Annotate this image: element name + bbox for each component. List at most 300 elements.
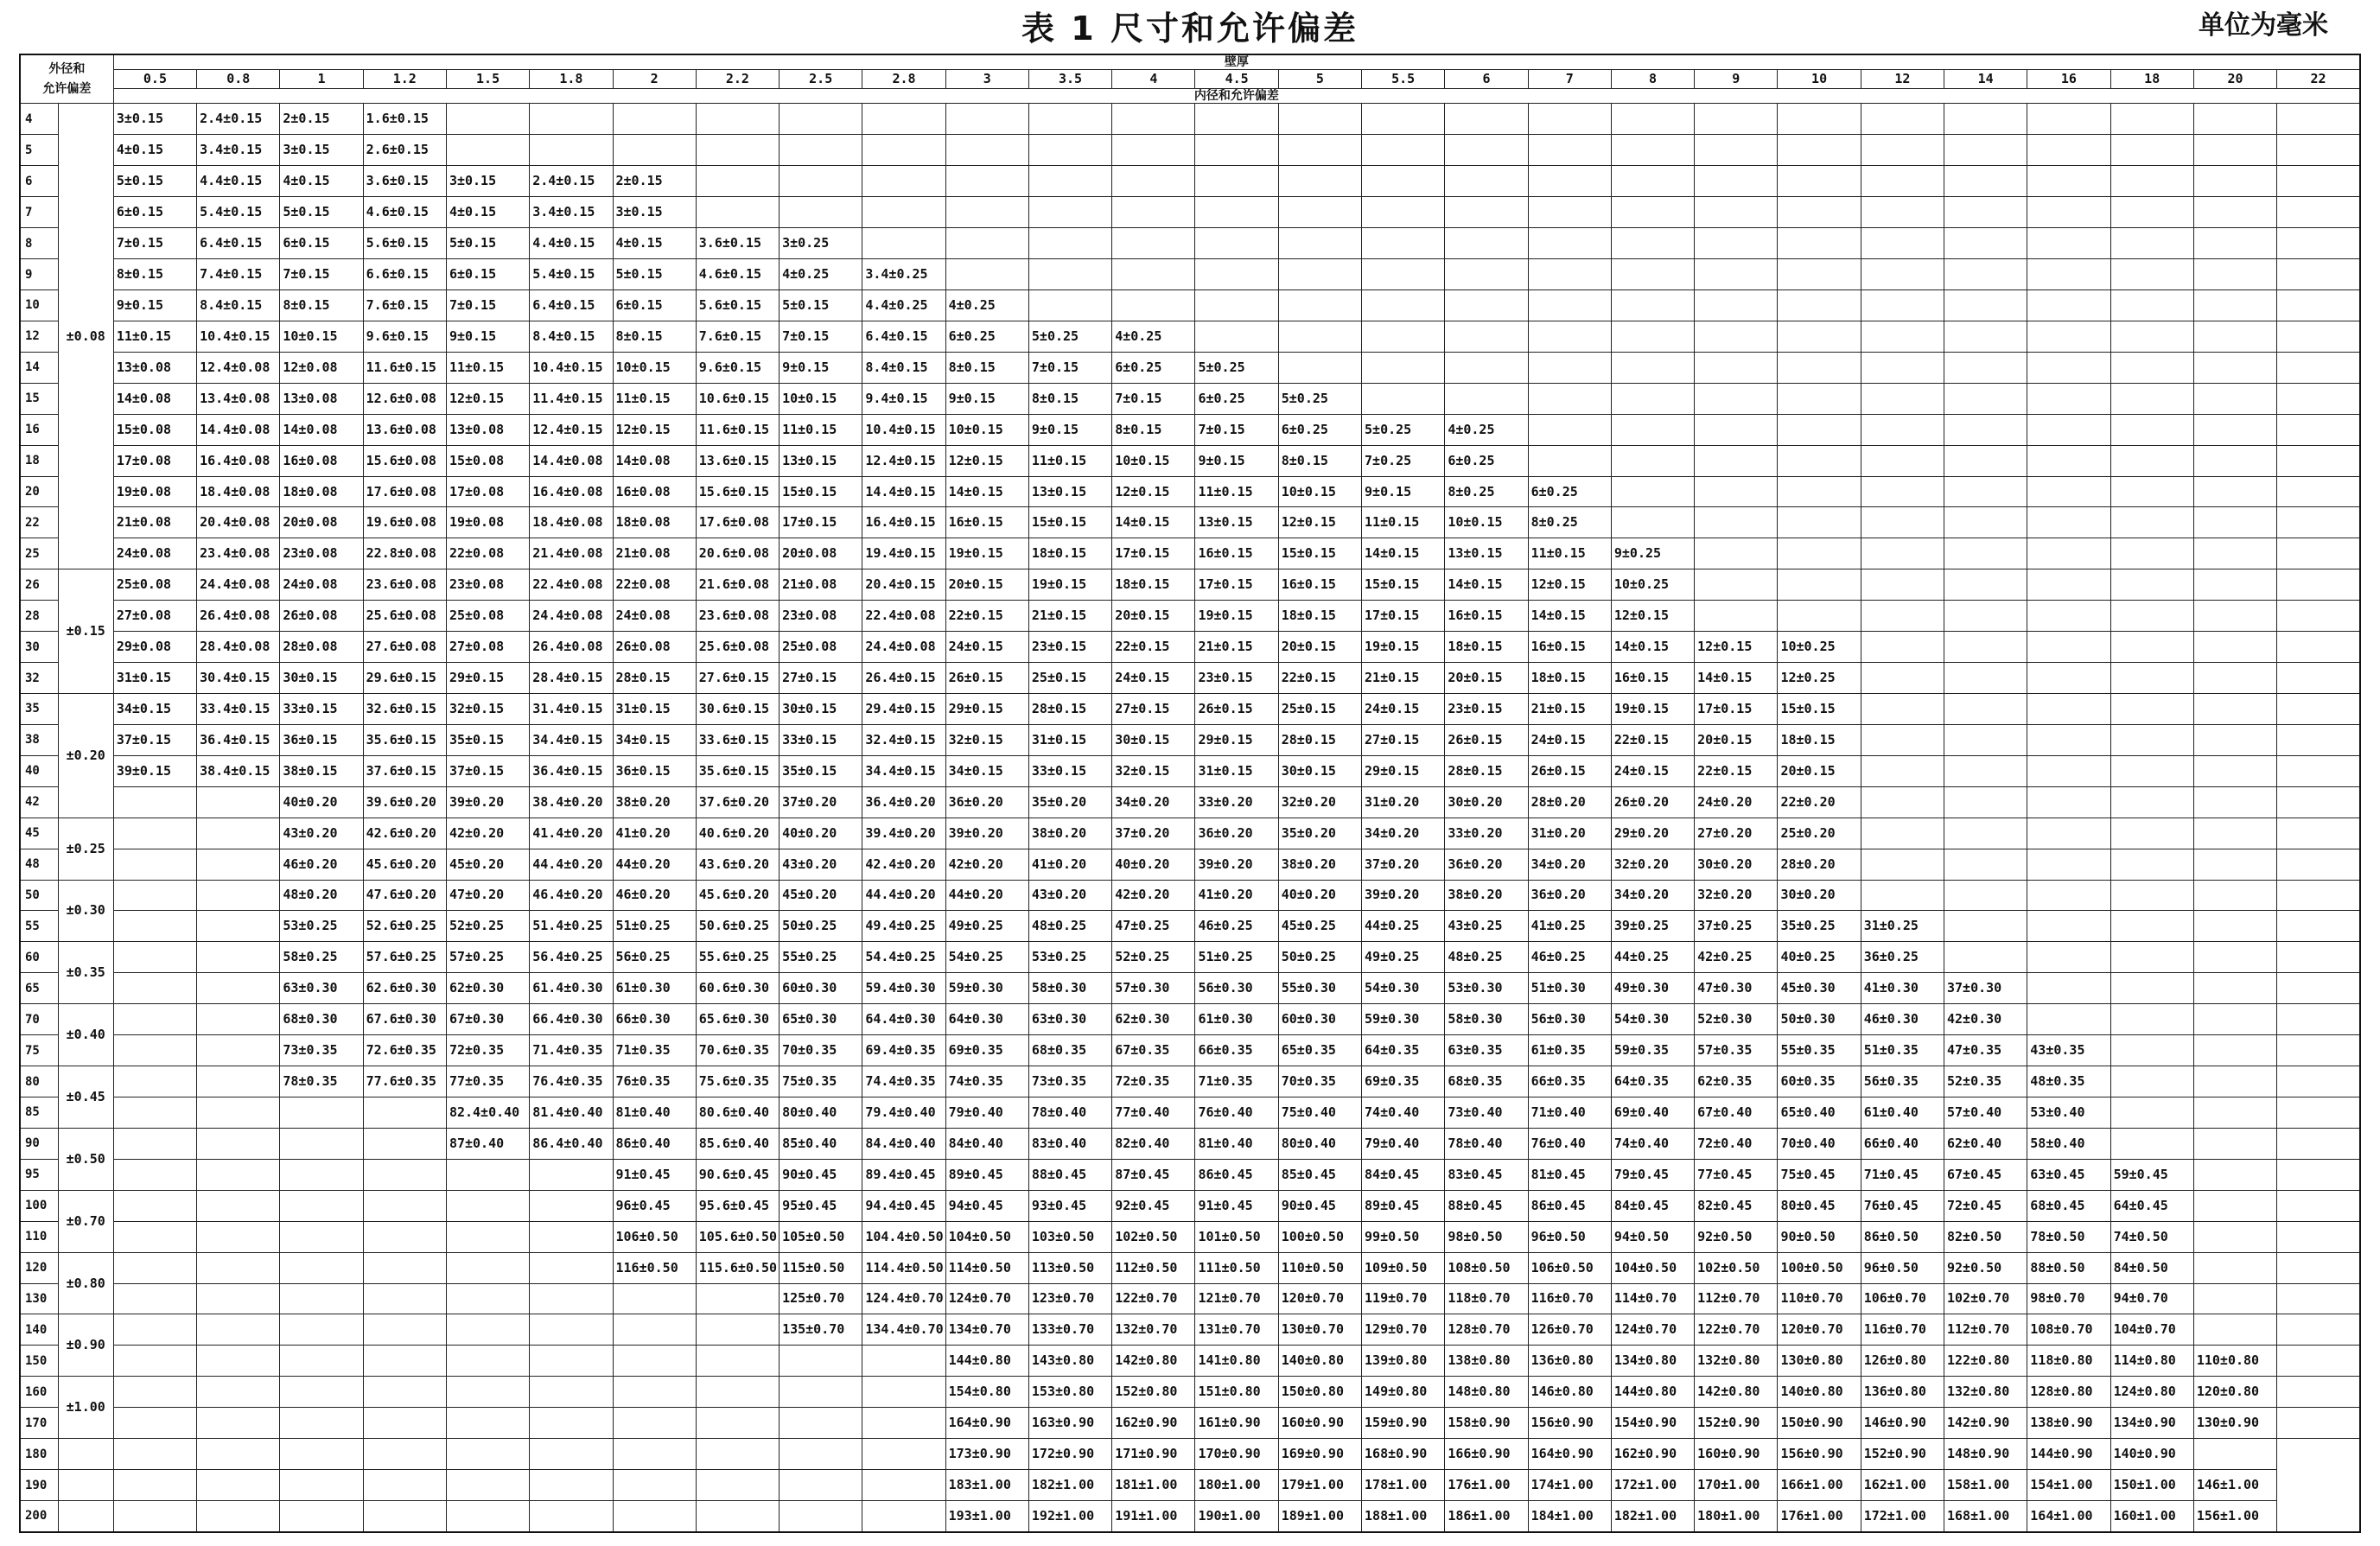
inner-diameter-cell: 183±1.00 bbox=[945, 1470, 1028, 1501]
inner-diameter-cell: 13.4±0.08 bbox=[197, 383, 280, 414]
inner-diameter-cell: 9.4±0.15 bbox=[862, 383, 945, 414]
inner-diameter-cell bbox=[2193, 1221, 2276, 1252]
outer-diameter-cell: 18 bbox=[20, 445, 58, 476]
inner-diameter-cell bbox=[1944, 911, 2027, 942]
inner-diameter-cell: 40±0.20 bbox=[1278, 880, 1361, 911]
inner-diameter-cell: 73±0.40 bbox=[1445, 1097, 1528, 1128]
inner-diameter-cell: 168±0.90 bbox=[1362, 1439, 1445, 1470]
inner-diameter-cell: 6.4±0.15 bbox=[197, 228, 280, 259]
inner-diameter-cell bbox=[1944, 104, 2027, 135]
inner-diameter-cell: 19±0.08 bbox=[113, 476, 196, 507]
table-row bbox=[20, 538, 2360, 569]
inner-diameter-cell: 30±0.15 bbox=[780, 694, 862, 725]
inner-diameter-cell bbox=[780, 197, 862, 228]
outer-diameter-cell: 35 bbox=[20, 694, 58, 725]
inner-diameter-cell bbox=[197, 1252, 280, 1283]
inner-diameter-cell bbox=[280, 1439, 363, 1470]
inner-diameter-cell: 34±0.20 bbox=[1528, 849, 1611, 880]
inner-diameter-cell: 25±0.08 bbox=[446, 601, 529, 632]
inner-diameter-cell: 135±0.70 bbox=[780, 1314, 862, 1346]
inner-diameter-cell: 100±0.50 bbox=[1278, 1221, 1361, 1252]
inner-diameter-cell bbox=[2193, 166, 2276, 197]
inner-diameter-cell: 146±1.00 bbox=[2193, 1470, 2276, 1501]
inner-diameter-cell: 21±0.08 bbox=[613, 538, 696, 569]
inner-diameter-cell: 172±0.90 bbox=[1028, 1439, 1111, 1470]
inner-diameter-cell: 134±0.90 bbox=[2110, 1408, 2193, 1439]
inner-diameter-cell: 36.4±0.15 bbox=[530, 755, 613, 786]
inner-diameter-cell: 9±0.15 bbox=[1028, 414, 1111, 445]
inner-diameter-cell: 12±0.15 bbox=[1278, 507, 1361, 538]
inner-diameter-cell: 33±0.15 bbox=[280, 694, 363, 725]
inner-diameter-cell bbox=[2277, 104, 2360, 135]
inner-diameter-cell: 142±0.80 bbox=[1695, 1377, 1778, 1408]
inner-diameter-cell: 41±0.20 bbox=[613, 818, 696, 849]
inner-diameter-cell: 181±1.00 bbox=[1112, 1470, 1195, 1501]
outer-diameter-cell: 15 bbox=[20, 383, 58, 414]
inner-diameter-cell: 26±0.15 bbox=[1195, 694, 1278, 725]
thickness-header-cell: 8 bbox=[1611, 69, 1694, 88]
inner-diameter-cell: 5±0.15 bbox=[280, 197, 363, 228]
inner-diameter-cell bbox=[945, 228, 1028, 259]
inner-diameter-cell: 55±0.35 bbox=[1778, 1035, 1861, 1066]
inner-diameter-cell: 5±0.25 bbox=[1362, 414, 1445, 445]
inner-diameter-cell bbox=[113, 1377, 196, 1408]
inner-diameter-cell bbox=[1944, 569, 2027, 601]
inner-diameter-cell bbox=[696, 1314, 779, 1346]
inner-diameter-cell: 95.6±0.45 bbox=[696, 1190, 779, 1221]
outer-diameter-cell: 9 bbox=[20, 259, 58, 290]
inner-diameter-cell bbox=[2277, 724, 2360, 755]
table-row bbox=[20, 414, 2360, 445]
inner-diameter-cell: 27±0.20 bbox=[1695, 818, 1778, 849]
outer-diameter-cell: 150 bbox=[20, 1346, 58, 1377]
inner-diameter-cell bbox=[113, 1314, 196, 1346]
inner-diameter-cell: 79±0.40 bbox=[1362, 1128, 1445, 1159]
inner-diameter-cell: 24±0.15 bbox=[1611, 755, 1694, 786]
thickness-header-cell: 20 bbox=[2193, 69, 2276, 88]
inner-diameter-cell: 52±0.25 bbox=[1112, 942, 1195, 973]
inner-diameter-cell bbox=[2110, 942, 2193, 973]
inner-diameter-cell bbox=[530, 1221, 613, 1252]
inner-diameter-cell bbox=[1112, 290, 1195, 321]
inner-diameter-cell: 91±0.45 bbox=[1195, 1190, 1278, 1221]
inner-diameter-cell: 161±0.90 bbox=[1195, 1408, 1278, 1439]
inner-diameter-cell bbox=[1944, 786, 2027, 818]
inner-diameter-cell: 114±0.80 bbox=[2110, 1346, 2193, 1377]
inner-diameter-cell: 68±0.35 bbox=[1445, 1066, 1528, 1097]
table-row bbox=[20, 1128, 2360, 1159]
inner-diameter-cell: 51±0.35 bbox=[1861, 1035, 1944, 1066]
inner-diameter-cell: 5±0.15 bbox=[780, 290, 862, 321]
inner-diameter-cell bbox=[1944, 166, 2027, 197]
inner-diameter-cell bbox=[1695, 352, 1778, 383]
inner-diameter-cell: 29±0.08 bbox=[113, 632, 196, 663]
inner-diameter-cell: 40±0.20 bbox=[1112, 849, 1195, 880]
inner-diameter-cell: 88±0.45 bbox=[1445, 1190, 1528, 1221]
inner-diameter-cell bbox=[1445, 259, 1528, 290]
inner-diameter-cell: 14±0.15 bbox=[1528, 601, 1611, 632]
inner-diameter-cell bbox=[280, 1470, 363, 1501]
inner-diameter-cell bbox=[1861, 880, 1944, 911]
inner-diameter-cell: 3±0.15 bbox=[446, 166, 529, 197]
inner-diameter-cell: 50±0.25 bbox=[780, 911, 862, 942]
inner-diameter-cell: 17±0.15 bbox=[780, 507, 862, 538]
inner-diameter-cell bbox=[2193, 259, 2276, 290]
inner-diameter-cell: 84±0.50 bbox=[2110, 1252, 2193, 1283]
inner-diameter-cell: 72±0.35 bbox=[1112, 1066, 1195, 1097]
inner-diameter-cell: 15±0.15 bbox=[1362, 569, 1445, 601]
inner-diameter-cell: 166±0.90 bbox=[1445, 1439, 1528, 1470]
inner-diameter-cell bbox=[2193, 1283, 2276, 1314]
table-row bbox=[20, 321, 2360, 352]
inner-diameter-cell: 14±0.08 bbox=[113, 383, 196, 414]
inner-diameter-cell: 13±0.15 bbox=[1028, 476, 1111, 507]
inner-diameter-cell bbox=[1195, 228, 1278, 259]
inner-diameter-cell: 30±0.20 bbox=[1778, 880, 1861, 911]
inner-diameter-cell: 32±0.15 bbox=[945, 724, 1028, 755]
inner-diameter-cell: 80±0.40 bbox=[780, 1097, 862, 1128]
inner-diameter-cell: 63±0.35 bbox=[1445, 1035, 1528, 1066]
inner-diameter-cell bbox=[862, 104, 945, 135]
inner-diameter-cell: 27±0.15 bbox=[780, 663, 862, 694]
inner-diameter-cell: 192±1.00 bbox=[1028, 1500, 1111, 1532]
inner-diameter-cell: 39±0.20 bbox=[945, 818, 1028, 849]
inner-diameter-cell: 16±0.15 bbox=[1445, 601, 1528, 632]
table-row bbox=[20, 786, 2360, 818]
inner-diameter-cell: 60±0.35 bbox=[1778, 1066, 1861, 1097]
inner-diameter-cell bbox=[1944, 632, 2027, 663]
inner-diameter-cell: 148±0.80 bbox=[1445, 1377, 1528, 1408]
inner-diameter-cell: 4±0.25 bbox=[945, 290, 1028, 321]
inner-diameter-cell: 47±0.30 bbox=[1695, 973, 1778, 1004]
inner-diameter-cell: 33±0.15 bbox=[780, 724, 862, 755]
inner-diameter-cell: 176±1.00 bbox=[1778, 1500, 1861, 1532]
inner-diameter-cell: 31.4±0.15 bbox=[530, 694, 613, 725]
inner-diameter-cell bbox=[363, 1408, 446, 1439]
inner-diameter-cell bbox=[2110, 1066, 2193, 1097]
thickness-header-cell: 1.8 bbox=[530, 69, 613, 88]
inner-diameter-cell: 9±0.25 bbox=[1611, 538, 1694, 569]
inner-diameter-cell: 61±0.40 bbox=[1861, 1097, 1944, 1128]
inner-diameter-cell: 4±0.25 bbox=[780, 259, 862, 290]
inner-diameter-cell: 79.4±0.40 bbox=[862, 1097, 945, 1128]
inner-diameter-cell: 32.4±0.15 bbox=[862, 724, 945, 755]
inner-diameter-cell: 5.4±0.15 bbox=[530, 259, 613, 290]
inner-diameter-cell bbox=[197, 1283, 280, 1314]
inner-diameter-cell: 29±0.15 bbox=[446, 663, 529, 694]
inner-diameter-cell bbox=[1112, 197, 1195, 228]
inner-diameter-cell: 6.4±0.15 bbox=[862, 321, 945, 352]
inner-diameter-cell: 6±0.15 bbox=[613, 290, 696, 321]
inner-diameter-cell: 123±0.70 bbox=[1028, 1283, 1111, 1314]
inner-diameter-cell: 18±0.15 bbox=[1528, 663, 1611, 694]
inner-diameter-cell: 64±0.45 bbox=[2110, 1190, 2193, 1221]
table-row bbox=[20, 1004, 2360, 1035]
inner-diameter-cell bbox=[113, 849, 196, 880]
inner-diameter-cell: 30±0.15 bbox=[280, 663, 363, 694]
inner-diameter-cell bbox=[1611, 414, 1694, 445]
inner-diameter-cell: 32±0.15 bbox=[1112, 755, 1195, 786]
inner-diameter-cell bbox=[446, 1500, 529, 1532]
inner-diameter-cell bbox=[1445, 352, 1528, 383]
inner-diameter-cell bbox=[780, 1377, 862, 1408]
inner-diameter-cell: 17±0.15 bbox=[1195, 569, 1278, 601]
inner-diameter-cell bbox=[363, 1346, 446, 1377]
inner-diameter-cell bbox=[363, 1159, 446, 1190]
inner-diameter-cell bbox=[2110, 569, 2193, 601]
outer-diameter-cell: 6 bbox=[20, 166, 58, 197]
inner-diameter-cell bbox=[1445, 383, 1528, 414]
inner-diameter-cell bbox=[1611, 445, 1694, 476]
inner-diameter-cell bbox=[2277, 166, 2360, 197]
inner-diameter-cell: 160±1.00 bbox=[2110, 1500, 2193, 1532]
table-row bbox=[20, 755, 2360, 786]
inner-diameter-cell: 25±0.15 bbox=[1278, 694, 1361, 725]
inner-diameter-cell: 30±0.15 bbox=[1112, 724, 1195, 755]
inner-diameter-cell: 10±0.15 bbox=[1278, 476, 1361, 507]
inner-diameter-cell bbox=[1695, 166, 1778, 197]
inner-diameter-cell: 26±0.15 bbox=[945, 663, 1028, 694]
inner-diameter-cell: 80±0.40 bbox=[1278, 1128, 1361, 1159]
inner-diameter-cell bbox=[2110, 973, 2193, 1004]
inner-diameter-cell: 112±0.70 bbox=[1695, 1283, 1778, 1314]
inner-diameter-cell bbox=[446, 1470, 529, 1501]
inner-diameter-cell: 86±0.45 bbox=[1195, 1159, 1278, 1190]
inner-diameter-cell bbox=[1611, 476, 1694, 507]
outer-diameter-cell: 48 bbox=[20, 849, 58, 880]
inner-diameter-cell: 126±0.80 bbox=[1861, 1346, 1944, 1377]
inner-diameter-cell: 110±0.70 bbox=[1778, 1283, 1861, 1314]
inner-diameter-cell: 178±1.00 bbox=[1362, 1470, 1445, 1501]
inner-diameter-cell: 14±0.08 bbox=[280, 414, 363, 445]
inner-diameter-cell: 28±0.20 bbox=[1778, 849, 1861, 880]
inner-diameter-cell bbox=[1362, 259, 1445, 290]
inner-diameter-cell bbox=[1695, 259, 1778, 290]
inner-diameter-cell bbox=[280, 1097, 363, 1128]
inner-diameter-cell: 76±0.40 bbox=[1195, 1097, 1278, 1128]
inner-diameter-cell bbox=[363, 1128, 446, 1159]
inner-diameter-cell: 75±0.45 bbox=[1778, 1159, 1861, 1190]
inner-diameter-cell bbox=[2193, 601, 2276, 632]
inner-diameter-cell: 53±0.25 bbox=[280, 911, 363, 942]
inner-diameter-cell: 18±0.15 bbox=[1112, 569, 1195, 601]
inner-diameter-cell: 20.6±0.08 bbox=[696, 538, 779, 569]
inner-diameter-cell bbox=[2277, 973, 2360, 1004]
inner-diameter-cell: 34±0.20 bbox=[1611, 880, 1694, 911]
inner-diameter-cell: 37±0.20 bbox=[1362, 849, 1445, 880]
inner-diameter-cell bbox=[2277, 259, 2360, 290]
thickness-header-cell: 10 bbox=[1778, 69, 1861, 88]
inner-diameter-cell bbox=[2027, 911, 2110, 942]
inner-diameter-cell bbox=[1278, 166, 1361, 197]
inner-diameter-cell bbox=[2027, 663, 2110, 694]
inner-diameter-cell: 84±0.45 bbox=[1611, 1190, 1694, 1221]
inner-diameter-cell bbox=[113, 1159, 196, 1190]
inner-diameter-cell: 17±0.15 bbox=[1362, 601, 1445, 632]
inner-diameter-cell bbox=[280, 1128, 363, 1159]
inner-diameter-cell: 101±0.50 bbox=[1195, 1221, 1278, 1252]
inner-diameter-cell bbox=[1861, 786, 1944, 818]
inner-diameter-cell: 34±0.20 bbox=[1362, 818, 1445, 849]
outer-diameter-cell: 140 bbox=[20, 1314, 58, 1346]
inner-diameter-cell: 66±0.35 bbox=[1195, 1035, 1278, 1066]
inner-diameter-cell: 6±0.25 bbox=[945, 321, 1028, 352]
inner-diameter-cell bbox=[446, 1190, 529, 1221]
inner-diameter-cell: 18.4±0.08 bbox=[530, 507, 613, 538]
thickness-header-cell: 9 bbox=[1695, 69, 1778, 88]
inner-diameter-cell: 38±0.20 bbox=[613, 786, 696, 818]
inner-diameter-cell bbox=[2193, 383, 2276, 414]
thickness-header-cell: 18 bbox=[2110, 69, 2193, 88]
inner-diameter-cell bbox=[1861, 166, 1944, 197]
inner-diameter-cell: 22.4±0.08 bbox=[862, 601, 945, 632]
inner-diameter-cell bbox=[2277, 228, 2360, 259]
inner-diameter-cell: 24±0.15 bbox=[1528, 724, 1611, 755]
inner-diameter-cell: 40±0.20 bbox=[780, 818, 862, 849]
inner-diameter-cell bbox=[363, 1314, 446, 1346]
inner-diameter-cell: 4±0.15 bbox=[280, 166, 363, 197]
inner-diameter-cell: 86±0.40 bbox=[613, 1128, 696, 1159]
inner-diameter-cell: 87±0.45 bbox=[1112, 1159, 1195, 1190]
inner-diameter-cell: 172±1.00 bbox=[1861, 1500, 1944, 1532]
inner-diameter-cell bbox=[2110, 849, 2193, 880]
inner-diameter-cell bbox=[530, 1159, 613, 1190]
inner-diameter-cell: 8±0.15 bbox=[113, 259, 196, 290]
inner-diameter-cell: 43±0.20 bbox=[780, 849, 862, 880]
inner-diameter-cell bbox=[1778, 259, 1861, 290]
inner-diameter-cell: 32.6±0.15 bbox=[363, 694, 446, 725]
inner-diameter-cell bbox=[363, 1252, 446, 1283]
outer-diameter-cell: 8 bbox=[20, 228, 58, 259]
inner-diameter-cell: 11±0.15 bbox=[1528, 538, 1611, 569]
inner-diameter-cell: 152±0.80 bbox=[1112, 1377, 1195, 1408]
inner-diameter-cell: 18±0.08 bbox=[280, 476, 363, 507]
inner-diameter-cell: 96±0.45 bbox=[613, 1190, 696, 1221]
inner-diameter-cell bbox=[363, 1500, 446, 1532]
inner-diameter-cell bbox=[1611, 166, 1694, 197]
inner-diameter-cell: 28.4±0.08 bbox=[197, 632, 280, 663]
inner-diameter-cell bbox=[2277, 1128, 2360, 1159]
outer-diameter-cell: 60 bbox=[20, 942, 58, 973]
inner-diameter-cell bbox=[1028, 135, 1111, 166]
thickness-header-cell: 0.5 bbox=[113, 69, 196, 88]
inner-diameter-cell: 39.6±0.20 bbox=[363, 786, 446, 818]
inner-diameter-cell: 18±0.15 bbox=[1445, 632, 1528, 663]
inner-diameter-cell bbox=[696, 1500, 779, 1532]
inner-diameter-cell bbox=[1944, 818, 2027, 849]
outer-diameter-cell: 42 bbox=[20, 786, 58, 818]
inner-diameter-cell bbox=[2027, 228, 2110, 259]
inner-diameter-cell bbox=[1445, 197, 1528, 228]
inner-diameter-cell: 84±0.40 bbox=[945, 1128, 1028, 1159]
outer-tolerance-cell: ±0.70 bbox=[58, 1190, 113, 1252]
inner-diameter-cell bbox=[280, 1159, 363, 1190]
inner-diameter-cell bbox=[363, 1283, 446, 1314]
inner-diameter-cell: 33.4±0.15 bbox=[197, 694, 280, 725]
inner-diameter-cell bbox=[1195, 321, 1278, 352]
inner-diameter-cell: 129±0.70 bbox=[1362, 1314, 1445, 1346]
inner-diameter-cell: 64±0.35 bbox=[1611, 1066, 1694, 1097]
inner-diameter-cell: 8±0.15 bbox=[945, 352, 1028, 383]
inner-diameter-cell bbox=[1445, 228, 1528, 259]
inner-diameter-cell: 13±0.08 bbox=[446, 414, 529, 445]
inner-diameter-cell: 20±0.15 bbox=[1278, 632, 1361, 663]
inner-diameter-cell bbox=[2277, 1283, 2360, 1314]
inner-diameter-cell: 25±0.15 bbox=[1028, 663, 1111, 694]
inner-diameter-cell bbox=[2193, 1035, 2276, 1066]
thickness-header-cell: 2.2 bbox=[696, 69, 779, 88]
inner-diameter-cell: 148±0.90 bbox=[1944, 1439, 2027, 1470]
inner-diameter-cell: 49±0.30 bbox=[1611, 973, 1694, 1004]
inner-diameter-cell bbox=[2027, 538, 2110, 569]
inner-diameter-cell: 122±0.70 bbox=[1695, 1314, 1778, 1346]
inner-diameter-cell: 30±0.15 bbox=[1278, 755, 1361, 786]
inner-diameter-cell bbox=[2110, 507, 2193, 538]
inner-diameter-cell bbox=[2193, 694, 2276, 725]
inner-diameter-cell: 162±0.90 bbox=[1112, 1408, 1195, 1439]
inner-diameter-cell bbox=[613, 104, 696, 135]
inner-diameter-cell bbox=[1611, 383, 1694, 414]
inner-diameter-cell: 57±0.35 bbox=[1695, 1035, 1778, 1066]
inner-diameter-cell: 102±0.50 bbox=[1112, 1221, 1195, 1252]
inner-diameter-cell: 21±0.15 bbox=[1362, 663, 1445, 694]
inner-diameter-cell bbox=[1195, 259, 1278, 290]
inner-diameter-cell: 162±1.00 bbox=[1861, 1470, 1944, 1501]
inner-diameter-cell: 81±0.40 bbox=[1195, 1128, 1278, 1159]
inner-diameter-cell bbox=[2193, 632, 2276, 663]
inner-diameter-cell: 74.4±0.35 bbox=[862, 1066, 945, 1097]
inner-diameter-cell: 33±0.20 bbox=[1195, 786, 1278, 818]
table-row bbox=[20, 849, 2360, 880]
inner-diameter-cell: 118±0.70 bbox=[1445, 1283, 1528, 1314]
inner-diameter-cell bbox=[2027, 1004, 2110, 1035]
inner-diameter-cell bbox=[1278, 321, 1361, 352]
inner-diameter-cell bbox=[2193, 1066, 2276, 1097]
inner-diameter-cell bbox=[1861, 507, 1944, 538]
inner-diameter-cell: 13±0.15 bbox=[1445, 538, 1528, 569]
inner-diameter-cell bbox=[1362, 166, 1445, 197]
inner-diameter-cell: 3.4±0.15 bbox=[197, 135, 280, 166]
inner-diameter-cell: 159±0.90 bbox=[1362, 1408, 1445, 1439]
inner-diameter-cell bbox=[1861, 818, 1944, 849]
inner-diameter-cell bbox=[2110, 1035, 2193, 1066]
inner-diameter-cell: 8±0.25 bbox=[1528, 507, 1611, 538]
thickness-header-cell: 3 bbox=[945, 69, 1028, 88]
inner-diameter-cell bbox=[197, 1066, 280, 1097]
inner-diameter-cell: 25±0.20 bbox=[1778, 818, 1861, 849]
inner-diameter-cell bbox=[1028, 259, 1111, 290]
inner-diameter-cell: 8±0.15 bbox=[613, 321, 696, 352]
inner-diameter-cell: 59±0.30 bbox=[945, 973, 1028, 1004]
inner-diameter-cell: 48±0.20 bbox=[280, 880, 363, 911]
inner-diameter-cell: 140±0.90 bbox=[2110, 1439, 2193, 1470]
inner-diameter-cell: 102±0.70 bbox=[1944, 1283, 2027, 1314]
inner-diameter-cell bbox=[280, 1314, 363, 1346]
table-row bbox=[20, 197, 2360, 228]
table-row bbox=[20, 1346, 2360, 1377]
inner-diameter-cell bbox=[2110, 1004, 2193, 1035]
inner-diameter-cell bbox=[696, 1346, 779, 1377]
inner-diameter-cell bbox=[363, 1097, 446, 1128]
inner-diameter-cell bbox=[113, 1097, 196, 1128]
inner-diameter-cell bbox=[862, 135, 945, 166]
inner-diameter-cell: 102±0.50 bbox=[1695, 1252, 1778, 1283]
inner-diameter-cell bbox=[2027, 880, 2110, 911]
inner-diameter-cell bbox=[1528, 166, 1611, 197]
inner-diameter-cell: 4.4±0.15 bbox=[197, 166, 280, 197]
inner-diameter-cell: 82.4±0.40 bbox=[446, 1097, 529, 1128]
inner-diameter-cell bbox=[2193, 321, 2276, 352]
